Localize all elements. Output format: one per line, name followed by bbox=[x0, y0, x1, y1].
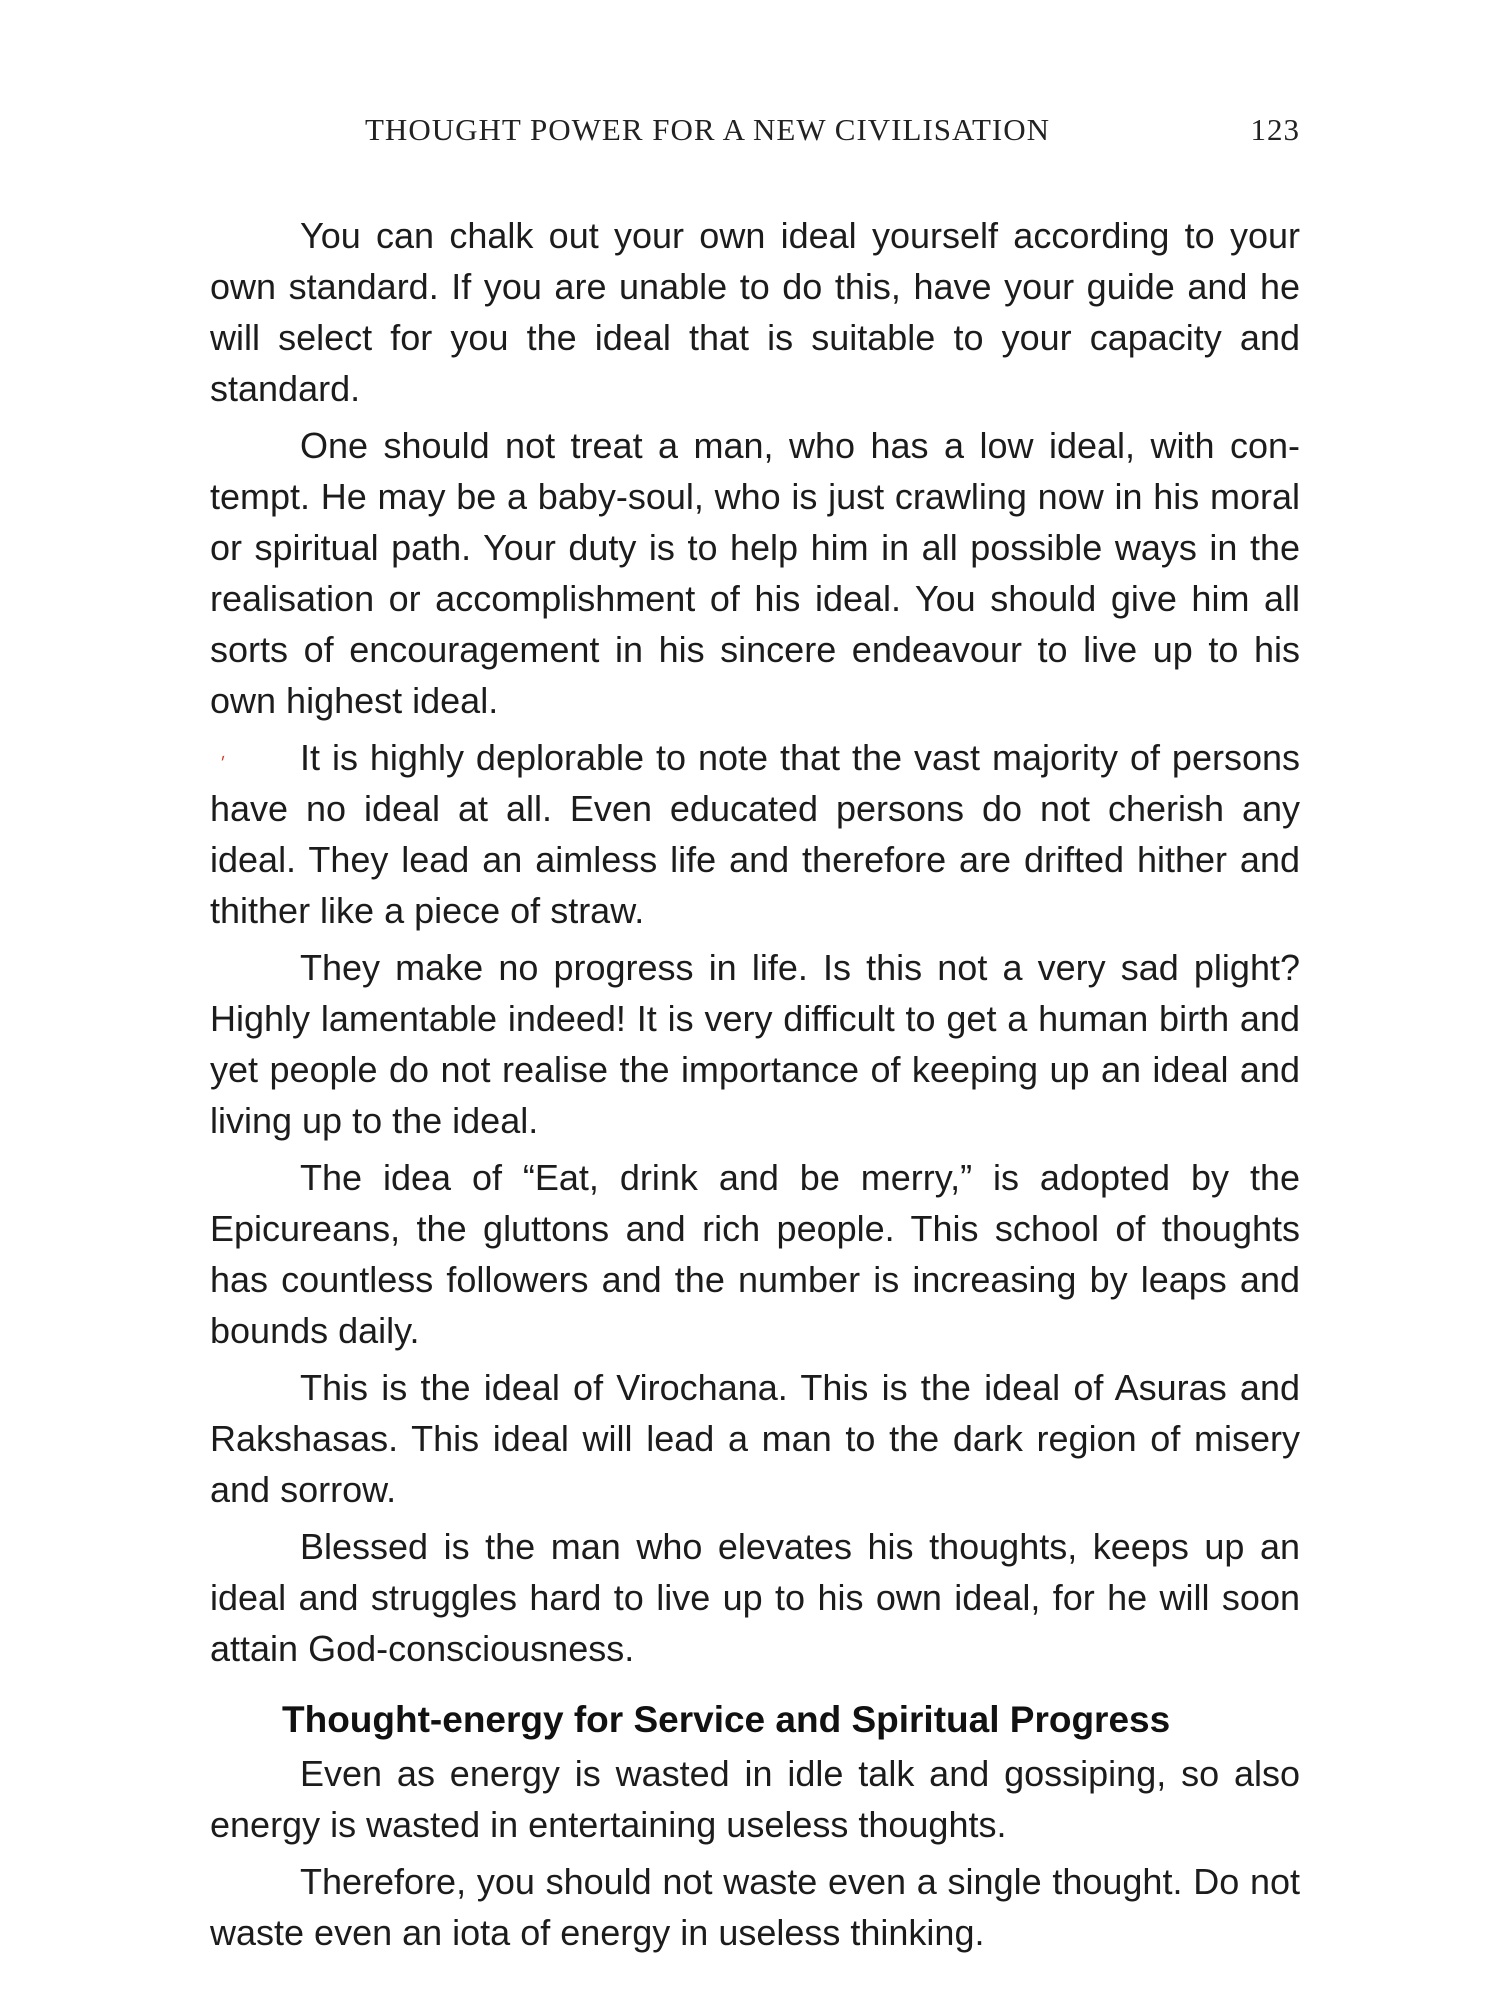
paragraph-blessed-man: Blessed is the man who elevates his thoughts, keeps up an ideal and struggles hard to live up to his own ideal, for he will soon attain God-consciousness. bbox=[210, 1526, 1300, 1669]
red-margin-mark-icon: ˏ bbox=[208, 736, 228, 763]
paragraph-ideal-standard: You can chalk out your own ideal yourself according to your own standard. If you are unable to do this, have your guide and he will select for you the ideal that is suitable to your capacity and standard. bbox=[210, 215, 1300, 409]
running-title: THOUGHT POWER FOR A NEW CIVILISATION bbox=[365, 112, 1050, 147]
page-number: 123 bbox=[1250, 112, 1300, 147]
paragraph-single-thought: Therefore, you should not waste even a single thought. Do not waste even an iota of energy in useless thinking. bbox=[210, 1861, 1300, 1953]
paragraph-eat-drink-merry: The idea of “Eat, drink and be merry,” is adopted by the Epicureans, the gluttons and rich people. This school of thoughts has countless followers and the number is increasing by leaps and bounds daily. bbox=[210, 1157, 1300, 1351]
paragraph-virochana: This is the ideal of Virochana. This is the ideal of Asuras and Rakshasas. This ideal will lead a man to the dark region of misery and sorrow. bbox=[210, 1367, 1300, 1510]
running-head bbox=[365, 112, 1300, 162]
paragraph-energy-wasted: Even as energy is wasted in idle talk and gossiping, so also energy is wasted in entertaining useless thoughts. bbox=[210, 1753, 1300, 1845]
paragraph-no-ideal: It is highly deplorable to note that the vast majority of persons have no ideal at all. Even educated persons do not cherish any ideal. They lead an aimless life and therefore are drifted hither and thither like a piece of straw. bbox=[210, 737, 1300, 931]
paragraph-no-progress: They make no progress in life. Is this not a very sad plight? Highly lamentable indeed! It is very difficult to get a human birth and yet people do not realise the importance of keeping up an ideal and living up to the ideal. bbox=[210, 947, 1300, 1141]
paragraph-low-ideal: One should not treat a man, who has a low ideal, with contempt. He may be a baby-soul, who is just crawling now in his moral or spiritual path. Your duty is to help him in all possible ways in the realisation or accomplishment of his ideal. You should give him all sorts of encouragement in his sincere endeavour to live up to his own highest ideal. bbox=[210, 425, 1300, 721]
section-heading: Thought-energy for Service and Spiritual Progress bbox=[282, 1699, 1171, 1740]
body-text bbox=[210, 210, 1300, 1964]
